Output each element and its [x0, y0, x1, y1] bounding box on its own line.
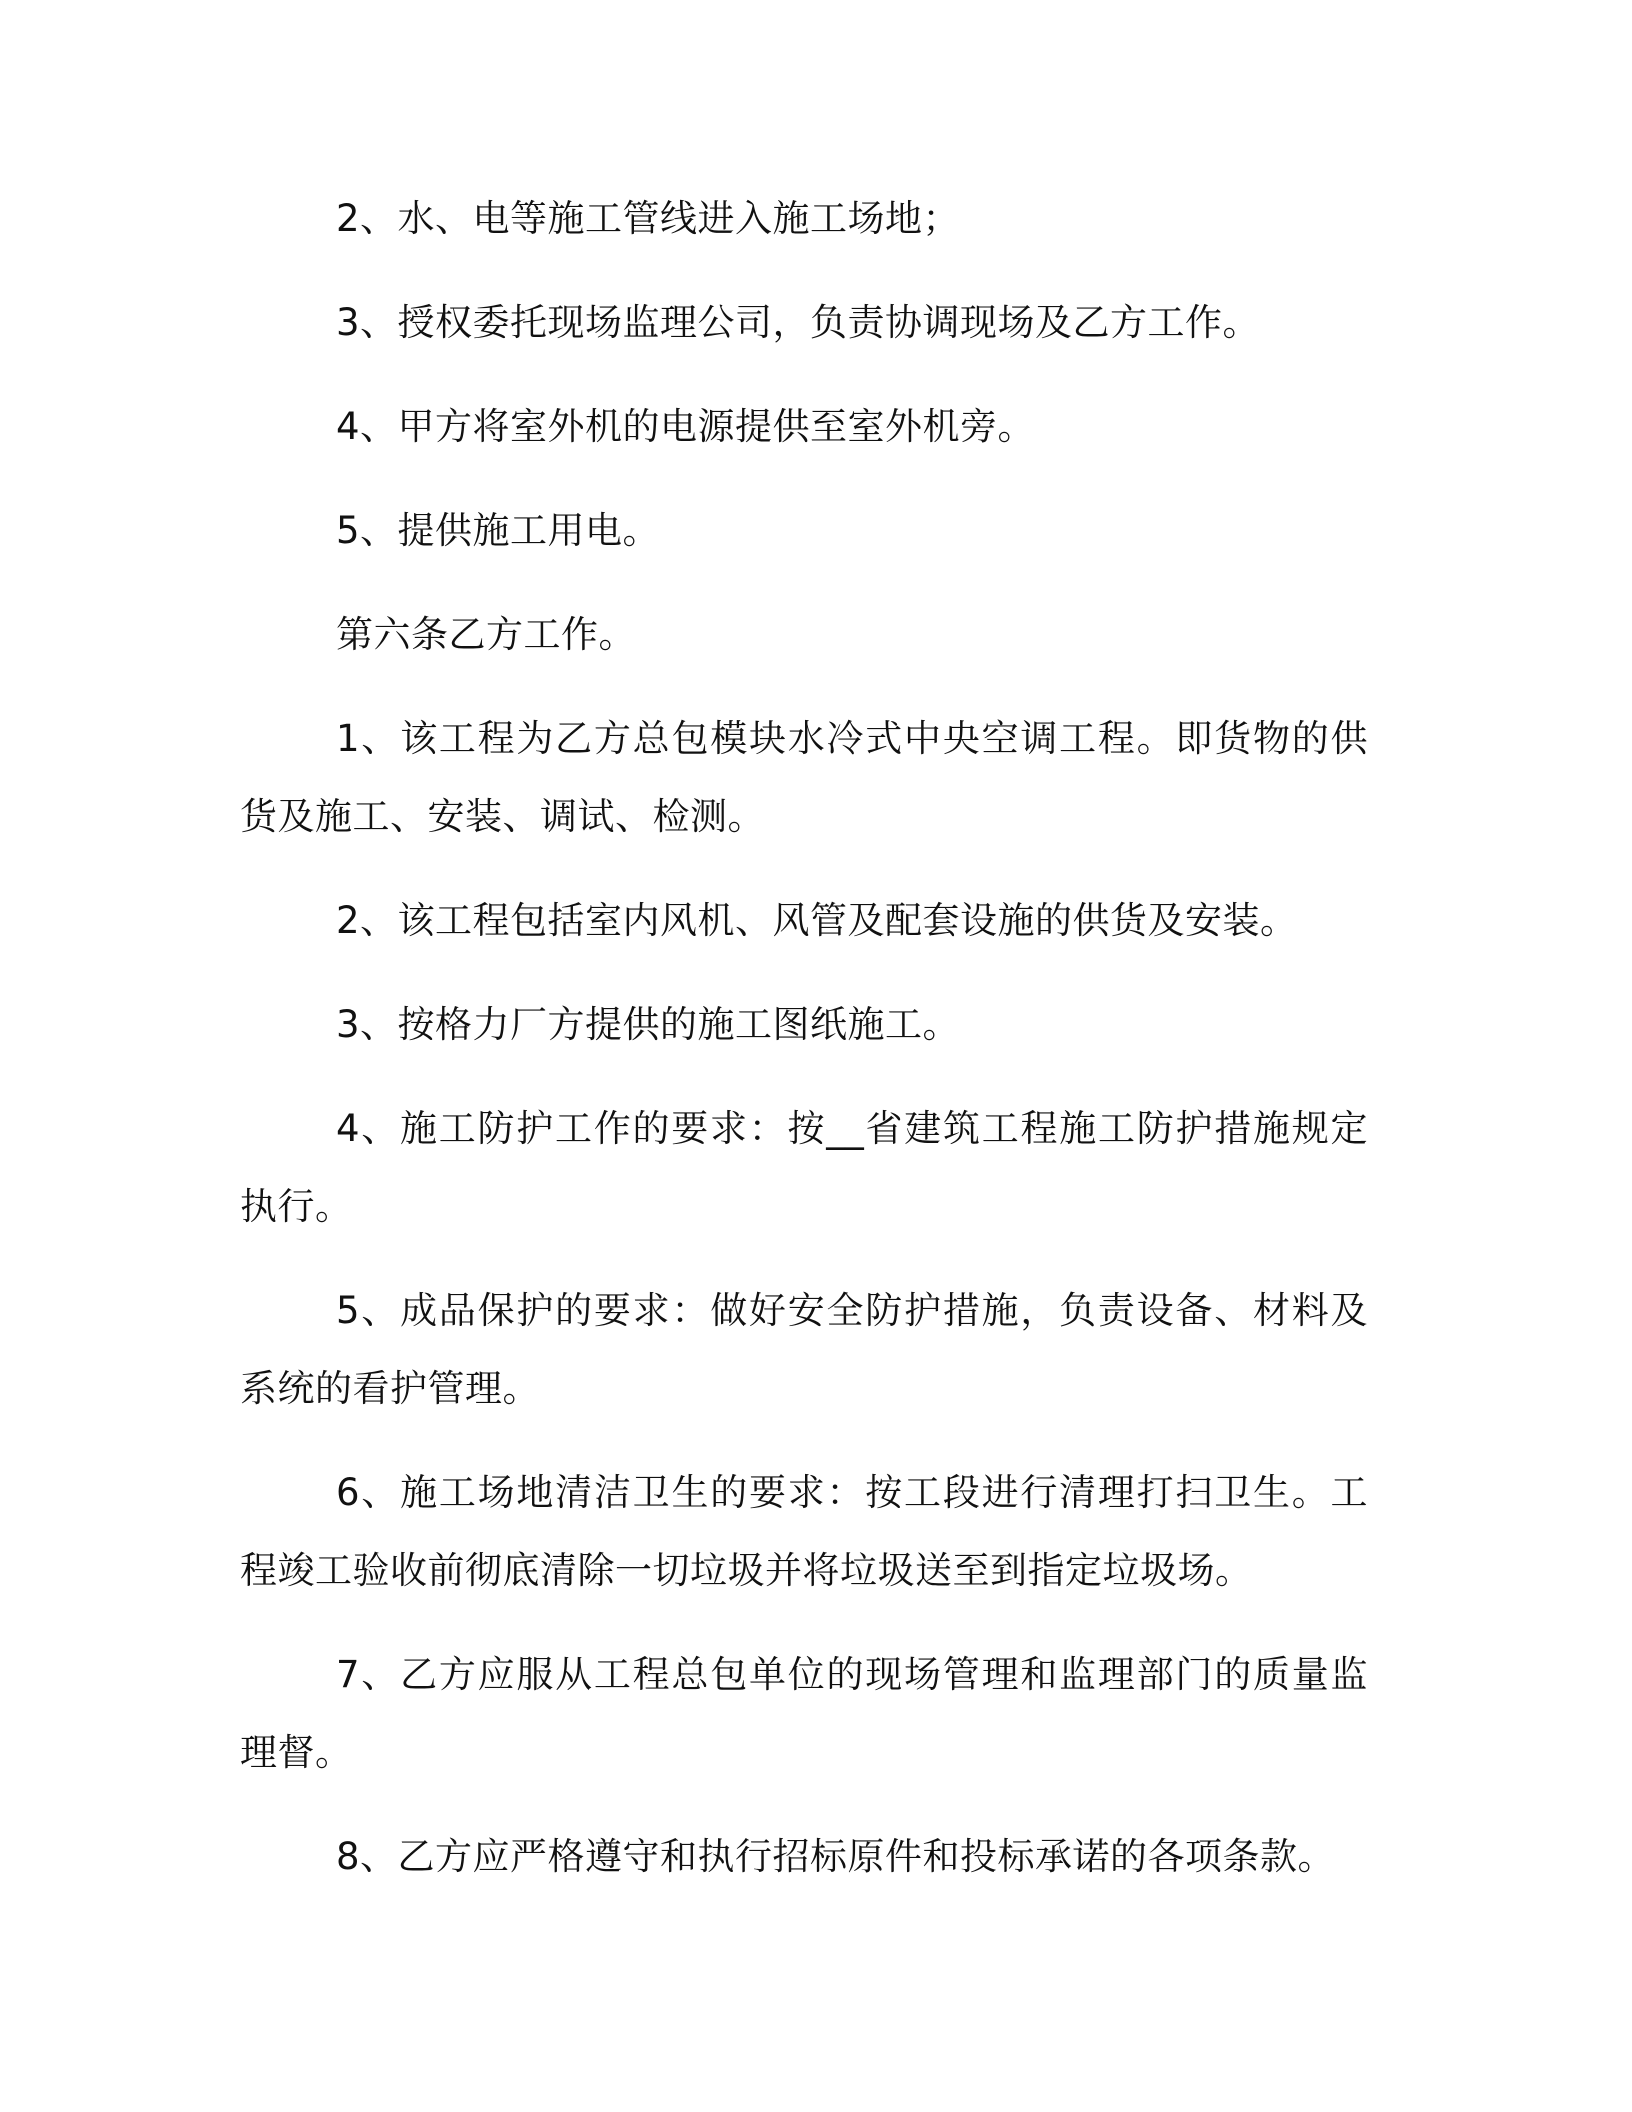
paragraph-item-8-tender-terms: 8、乙方应严格遵守和执行招标原件和投标承诺的各项条款。 — [336, 1835, 1336, 1878]
paragraph-item-7-compliance: 7、乙方应服从工程总包单位的现场管理和监理部门的质量监理督。 — [240, 1653, 1368, 1774]
section-heading-article-6: 第六条乙方工作。 — [336, 613, 636, 656]
paragraph-item-4-protection: 4、施工防护工作的要求：按__省建筑工程施工防护措施规定执行。 — [240, 1107, 1368, 1228]
paragraph-item-1-scope: 1、该工程为乙方总包模块水冷式中央空调工程。即货物的供货及施工、安装、调试、检测。 — [240, 717, 1368, 838]
paragraph-item-3-drawings: 3、按格力厂方提供的施工图纸施工。 — [336, 1003, 961, 1046]
document-body — [240, 180, 1368, 1922]
paragraph-item-2-equipment: 2、该工程包括室内风机、风管及配套设施的供货及安装。 — [336, 899, 1298, 942]
paragraph-item-2-pipelines: 2、水、电等施工管线进入施工场地； — [336, 197, 961, 240]
paragraph-item-5-construction-power: 5、提供施工用电。 — [336, 509, 661, 552]
paragraph-item-4-power-supply: 4、甲方将室外机的电源提供至室外机旁。 — [336, 405, 1036, 448]
paragraph-item-5-product-protection: 5、成品保护的要求：做好安全防护措施，负责设备、材料及系统的看护管理。 — [240, 1289, 1368, 1410]
paragraph-item-3-supervision: 3、授权委托现场监理公司，负责协调现场及乙方工作。 — [336, 301, 1261, 344]
paragraph-item-6-cleanliness: 6、施工场地清洁卫生的要求：按工段进行清理打扫卫生。工程竣工验收前彻底清除一切垃圾并将垃圾送至到指定垃圾场。 — [240, 1471, 1368, 1592]
